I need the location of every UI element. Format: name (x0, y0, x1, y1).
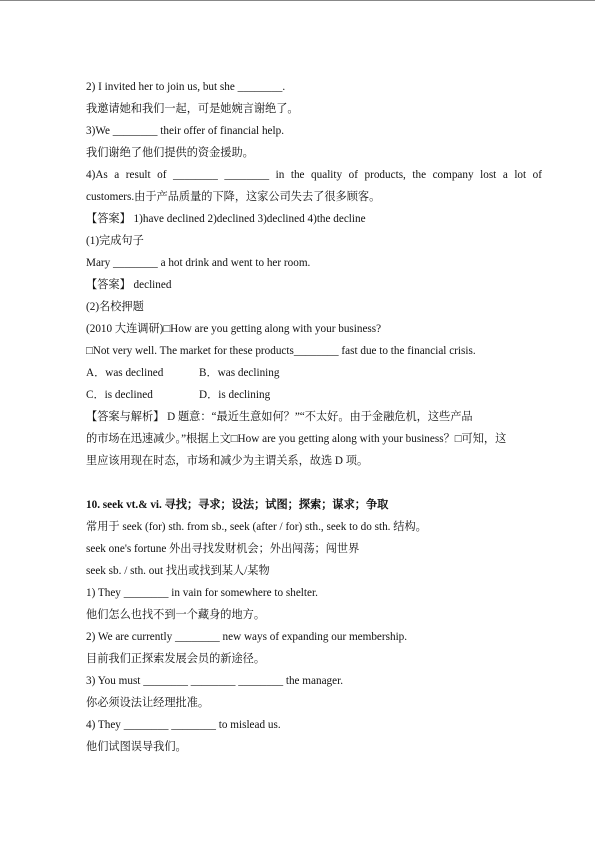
usage-line: seek one's fortune 外出寻找发财机会；外出闯荡；闯世界 (86, 543, 360, 555)
usage-line: seek sb. / sth. out 找出或找到某人/某物 (86, 565, 270, 577)
option-b: B．was declining (199, 367, 280, 379)
translation-line: 他们试图误导我们。 (86, 741, 187, 753)
option-a: A．was declined (86, 367, 164, 379)
translation-line: 我们谢绝了他们提供的资金援助。 (86, 147, 254, 159)
exercise-line: 4)As a result of ________ ________ in the quality of products, the company lost a lot of (86, 169, 542, 181)
exercise-line: 2) We are currently ________ new ways of expanding our membership. (86, 631, 408, 643)
exercise-line: 3) You must ________ ________ ________ the manager. (86, 675, 343, 687)
translation-line: 你必须设法让经理批准。 (86, 697, 210, 709)
question-line: □Not very well. The market for these products________ fast due to the financial crisis. (86, 345, 476, 357)
section-heading: (1)完成句子 (86, 235, 144, 247)
answer-explanation-line: 的市场在迅速减少。”根据上文□How are you getting along with your business？□可知，这 (86, 433, 507, 445)
translation-line: customers.由于产品质量的下降，这家公司失去了很多顾客。 (86, 191, 381, 203)
exercise-line: 2) I invited her to join us, but she ________. (86, 81, 286, 93)
exercise-line: 1) They ________ in vain for somewhere to shelter. (86, 587, 318, 599)
answer-explanation-line: 里应该用现在时态，市场和减少为主谓关系，故选 D 项。 (86, 455, 369, 467)
usage-line: 常用于 seek (for) sth. from sb., seek (after / for) sth., seek to do sth. 结构。 (86, 521, 427, 533)
translation-line: 我邀请她和我们一起，可是她婉言谢绝了。 (86, 103, 299, 115)
exercise-line: 3)We ________ their offer of financial help. (86, 125, 285, 137)
question-line: (2010 大连调研)□How are you getting along with your business? (86, 323, 382, 335)
translation-line: 他们怎么也找不到一个藏身的地方。 (86, 609, 266, 621)
translation-line: 目前我们正探索发展会员的新途径。 (86, 653, 266, 665)
exercise-line: 4) They ________ ________ to mislead us. (86, 719, 281, 731)
answer-line: 【答案】 1)have declined 2)declined 3)declined 4)the decline (86, 213, 366, 225)
vocab-heading: 10. seek vt.& vi. 寻找；寻求；设法；试图；探索；谋求；争取 (86, 499, 389, 511)
option-d: D．is declining (199, 389, 271, 401)
answer-explanation-line: 【答案与解析】 D 题意：“最近生意如何？”“不太好。由于金融危机，这些产品 (86, 411, 473, 423)
answer-line: 【答案】 declined (86, 279, 172, 291)
page-top-border (0, 0, 595, 1)
exercise-line: Mary ________ a hot drink and went to her room. (86, 257, 311, 269)
section-heading: (2)名校押题 (86, 301, 144, 313)
option-c: C．is declined (86, 389, 153, 401)
